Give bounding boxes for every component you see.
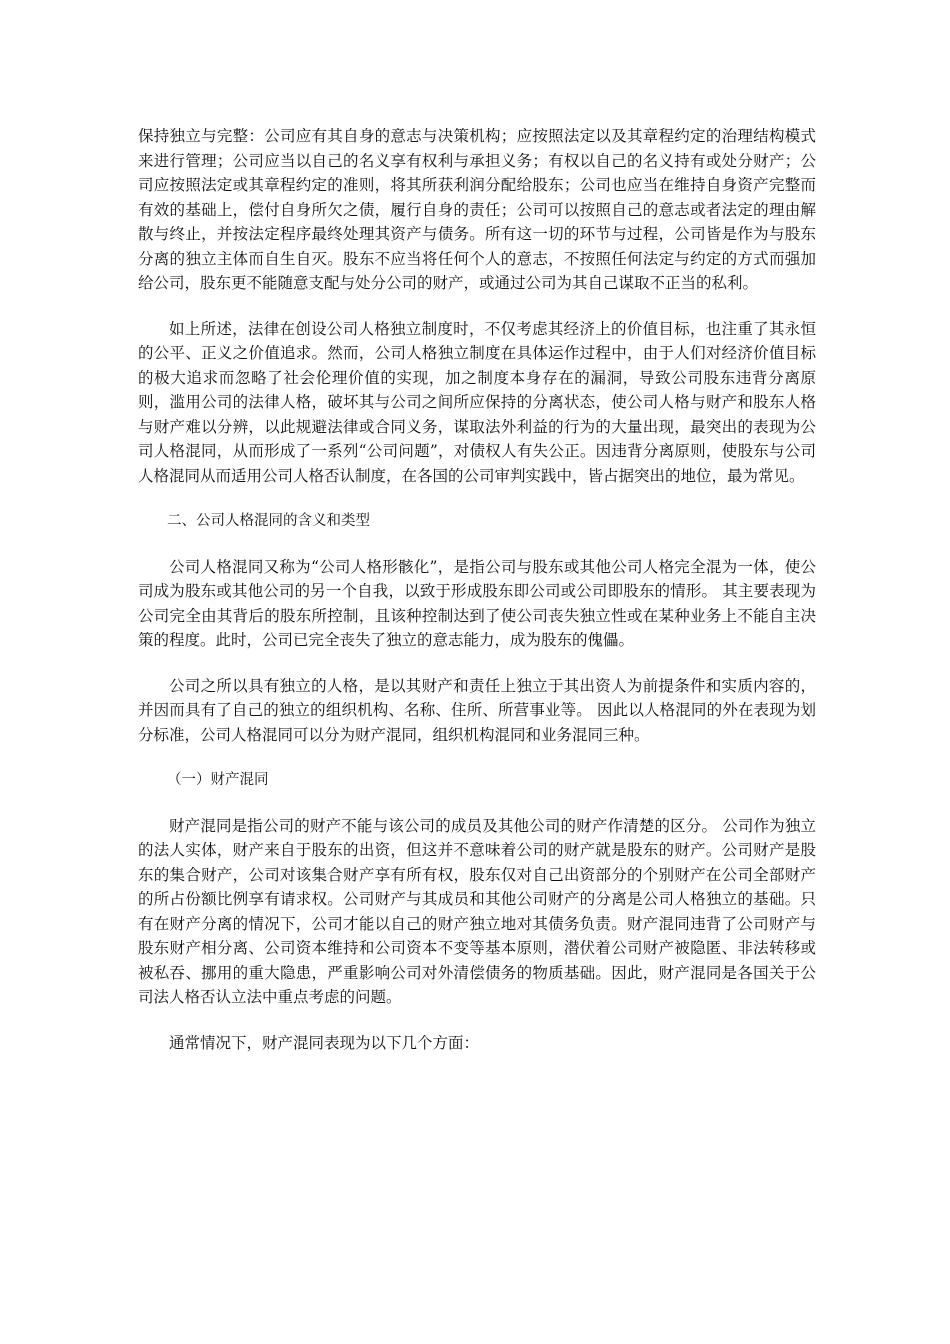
paragraph-1: 保持独立与完整：公司应有其自身的意志与决策机构；应按照法定以及其章程约定的治理结构模式来进行管理；公司应当以自己的名义享有权利与承担义务；有权以自己的名义持有或处分财产；公司应按照法定或其章程约定的准则，将其所获利润分配给股东；公司也应当在维持自身资产完整而有效的基础上，偿付自身所欠之债，履行自身的责任；公司可以按照自己的意志或者法定的理由解散与终止，并按法定程序最终处理其资产与债务。所有这一切的环节与过程，公司皆是作为与股东分离的独立主体而自生自灭。股东不应当将任何个人的意志，不按照任何法定与约定的方式而强加给公司，股东更不能随意支配与处分公司的财产，或通过公司为其自己谋取不正当的私利。	[138, 127, 816, 292]
paragraph-5: 财产混同是指公司的财产不能与该公司的成员及其他公司的财产作清楚的区分。 公司作为独立的法人实体，财产来自于股东的出资，但这并不意味着公司的财产就是股东的财产。公司财产是股东的集合财产，公司对该集合财产享有所有权，股东仅对自己出资部分的个别财产在公司全部财产的所占份额比例享有请求权。公司财产与其成员和其他公司财产的分离是公司人格独立的基础。只有在财产分离的情况下，公司才能以自己的财产独立地对其债务负责。财产混同违背了公司财产与股东财产相分离、公司资本维持和公司资本不变等基本原则，潜伏着公司财产被隐匿、非法转移或被私吞、挪用的重大隐患，严重影响公司对外清偿债务的物质基础。因此，财产混同是各国关于公司法人格否认立法中重点考虑的问题。	[138, 816, 816, 1006]
paragraph-6: 通常情况下，财产混同表现为以下几个方面：	[169, 1033, 480, 1052]
section-heading-2: 二、公司人格混同的含义和类型	[167, 513, 370, 529]
paragraph-2: 如上所述，法律在创设公司人格独立制度时，不仅考虑其经济上的价值目标，也注重了其永恒的公平、正义之价值追求。然而，公司人格独立制度在具体运作过程中，由于人们对经济价值目标的极大追求而忽略了社会伦理价值的实现，加之制度本身存在的漏洞，导致公司股东违背分离原则，滥用公司的法律人格，破坏其与公司之间所应保持的分离状态，使公司人格与财产和股东人格与财产难以分辨，以此规避法律或合同义务，谋取法外利益的行为的大量出现，最突出的表现为公司人格混同，从而形成了一系列“公司问题”，对债权人有失公正。因违背分离原则，使股东与公司人格混同从而适用公司人格否认制度，在各国的公司审判实践中，皆占据突出的地位，最为常见。	[138, 319, 816, 485]
document-body	[138, 124, 816, 1076]
subsection-heading-1: （一）财产混同	[167, 772, 269, 788]
paragraph-4: 公司之所以具有独立的人格，是以其财产和责任上独立于其出资人为前提条件和实质内容的，并因而具有了自己的独立的组织机构、名称、住所、所营事业等。 因此以人格混同的外在表现为划分标准，公司人格混同可以分为财产混同，组织机构混同和业务混同三种。	[138, 676, 816, 744]
paragraph-3: 公司人格混同又称为“公司人格形骸化”，是指公司与股东或其他公司人格完全混为一体，使公司成为股东或其他公司的另一个自我，以致于形成股东即公司或公司即股东的情形。 其主要表现为公司完全由其背后的股东所控制，且该种控制达到了使公司丧失独立性或在某种业务上不能自主决策的程度。此时，公司已完全丧失了独立的意志能力，成为股东的傀儡。	[138, 557, 816, 649]
